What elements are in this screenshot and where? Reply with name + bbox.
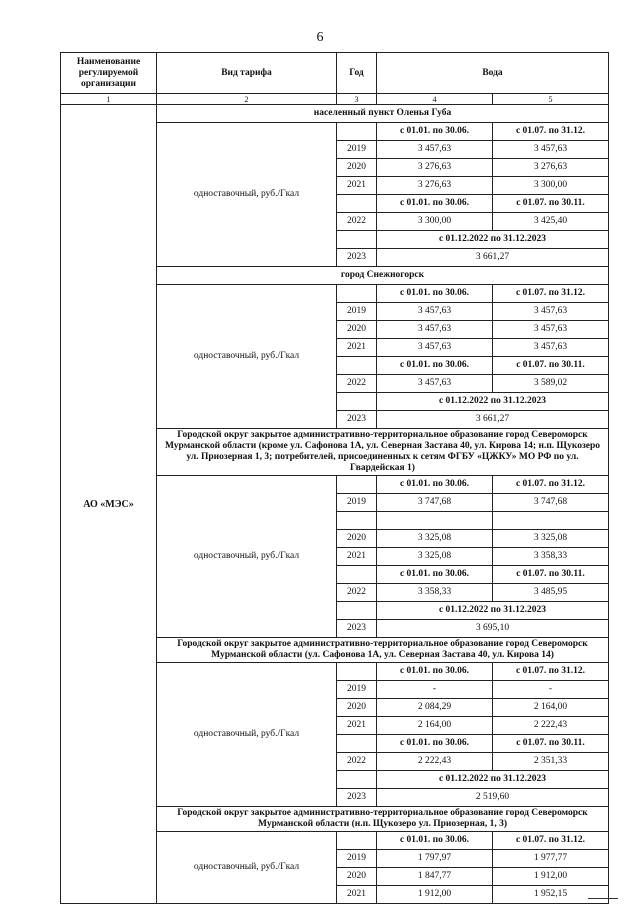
value-second-half: [493, 512, 609, 530]
value-first-half: 1 912,00: [377, 886, 493, 904]
tariff-type: одноставочный, руб./Гкал: [157, 476, 337, 638]
value-second-half: 3 425,40: [493, 213, 609, 231]
year-cell: 2020: [337, 530, 377, 548]
year-cell: 2022: [337, 753, 377, 771]
year-cell: 2023: [337, 789, 377, 807]
period-long: с 01.12.2022 по 31.12.2023: [377, 771, 609, 789]
year-cell: 2019: [337, 303, 377, 321]
value-second-half: 3 457,63: [493, 339, 609, 357]
year-cell: 2023: [337, 411, 377, 429]
value-second-half: 1 912,00: [493, 868, 609, 886]
value-second-half: 3 485,95: [493, 584, 609, 602]
value-second-half: 1 952,15: [493, 886, 609, 904]
value-first-half: 3 276,63: [377, 159, 493, 177]
period-second-half: с 01.07. по 31.12.: [493, 285, 609, 303]
period-first-half: с 01.01. по 30.06.: [377, 476, 493, 494]
col-number: 1: [61, 94, 157, 105]
value-first-half: 3 358,33: [377, 584, 493, 602]
value-second-half: 1 977,77: [493, 850, 609, 868]
value-full-period: 3 661,27: [377, 249, 609, 267]
period-second-half: с 01.07. по 31.12.: [493, 663, 609, 681]
value-first-half: 3 457,63: [377, 321, 493, 339]
section-title: Городской округ закрытое административно-территориальное образование город Североморск Мурманской области (кроме ул. Сафонова 1А, ул. Северная Застава 40, ул. Кирова 14; н.п. Щукозеро ул. Приозерная 1, 3; потребителей, присоединенных к сетям ФГБУ «ЦЖКУ» МО РФ по ул. Гвардейская 1): [157, 429, 609, 476]
value-second-half: 3 589,02: [493, 375, 609, 393]
year-cell: 2019: [337, 141, 377, 159]
value-first-half: 3 457,63: [377, 375, 493, 393]
tariff-type: одноставочный, руб./Гкал: [157, 285, 337, 429]
year-cell-empty: [337, 285, 377, 303]
col-number: 2: [157, 94, 337, 105]
period-first-half: с 01.01. по 30.06.: [377, 663, 493, 681]
year-cell: 2023: [337, 249, 377, 267]
year-cell-empty: [337, 663, 377, 681]
section-title-row: [61, 105, 609, 123]
year-cell-empty: [337, 566, 377, 584]
section-title: населенный пункт Оленья Губа: [157, 105, 609, 123]
year-cell: 2020: [337, 159, 377, 177]
value-first-half: 3 457,63: [377, 303, 493, 321]
value-full-period: 3 661,27: [377, 411, 609, 429]
value-second-half: 2 351,33: [493, 753, 609, 771]
period-second-half: с 01.07. по 30.11.: [493, 357, 609, 375]
value-first-half: 1 847,77: [377, 868, 493, 886]
period-long: с 01.12.2022 по 31.12.2023: [377, 231, 609, 249]
period-first-half: с 01.01. по 30.06.: [377, 285, 493, 303]
period-second-half: с 01.07. по 30.11.: [493, 735, 609, 753]
section-title: город Снежногорск: [157, 267, 609, 285]
column-number-row: [61, 94, 609, 105]
year-cell-empty: [337, 476, 377, 494]
tariff-type: одноставочный, руб./Гкал: [157, 123, 337, 267]
year-cell: 2022: [337, 213, 377, 231]
value-second-half: 3 457,63: [493, 141, 609, 159]
year-cell: 2021: [337, 339, 377, 357]
organization-cell: АО «МЭС»: [61, 105, 157, 904]
year-cell-empty: [337, 123, 377, 141]
year-cell: 2022: [337, 375, 377, 393]
year-cell: 2023: [337, 620, 377, 638]
year-cell: 2019: [337, 681, 377, 699]
period-second-half: с 01.07. по 31.12.: [493, 476, 609, 494]
period-first-half: с 01.01. по 30.06.: [377, 735, 493, 753]
year-cell: 2020: [337, 868, 377, 886]
value-full-period: 2 519,60: [377, 789, 609, 807]
tariff-table-body: [61, 53, 609, 904]
value-second-half: 3 457,63: [493, 321, 609, 339]
value-second-half: 3 276,63: [493, 159, 609, 177]
value-second-half: 3 358,33: [493, 548, 609, 566]
value-second-half: 2 222,43: [493, 717, 609, 735]
value-first-half: 3 747,68: [377, 494, 493, 512]
value-first-half: 3 325,08: [377, 530, 493, 548]
year-cell: 2021: [337, 886, 377, 904]
header-row: [61, 53, 609, 94]
header-year: Год: [337, 53, 377, 94]
page-number: 6: [316, 30, 324, 45]
header-tariff-type: Вид тарифа: [157, 53, 337, 94]
period-first-half: с 01.01. по 30.06.: [377, 832, 493, 850]
section-title: Городской округ закрытое административно-территориальное образование город Североморск Мурманской области (ул. Сафонова 1А, ул. Северная Застава 40, ул. Кирова 14): [157, 638, 609, 663]
period-second-half: с 01.07. по 31.12.: [493, 832, 609, 850]
period-long: с 01.12.2022 по 31.12.2023: [377, 393, 609, 411]
value-first-half: [377, 512, 493, 530]
period-second-half: с 01.07. по 31.12.: [493, 123, 609, 141]
year-cell-empty: [337, 393, 377, 411]
year-cell-empty: [337, 771, 377, 789]
year-cell: 2020: [337, 321, 377, 339]
header-water: Вода: [377, 53, 609, 94]
year-cell: 2019: [337, 494, 377, 512]
year-cell-empty: [337, 357, 377, 375]
value-first-half: 1 797,97: [377, 850, 493, 868]
value-first-half: -: [377, 681, 493, 699]
year-cell-empty: [337, 195, 377, 213]
value-second-half: 2 164,00: [493, 699, 609, 717]
section-title: Городской округ закрытое административно-территориальное образование город Североморск Мурманской области (н.п. Щукозеро ул. Приозерная, 1, 3): [157, 807, 609, 832]
year-cell: [337, 512, 377, 530]
year-cell-empty: [337, 832, 377, 850]
period-second-half: с 01.07. по 30.11.: [493, 566, 609, 584]
col-number: 5: [493, 94, 609, 105]
tariff-type: одноставочный, руб./Гкал: [157, 663, 337, 807]
period-first-half: с 01.01. по 30.06.: [377, 123, 493, 141]
value-first-half: 3 276,63: [377, 177, 493, 195]
year-cell: 2021: [337, 548, 377, 566]
value-second-half: -: [493, 681, 609, 699]
period-second-half: с 01.07. по 30.11.: [493, 195, 609, 213]
year-cell: 2020: [337, 699, 377, 717]
col-number: 3: [337, 94, 377, 105]
value-first-half: 3 300,00: [377, 213, 493, 231]
value-first-half: 2 084,29: [377, 699, 493, 717]
value-first-half: 3 457,63: [377, 339, 493, 357]
year-cell: 2021: [337, 177, 377, 195]
tariff-table: [60, 52, 609, 904]
year-cell: 2019: [337, 850, 377, 868]
year-cell-empty: [337, 735, 377, 753]
value-full-period: 3 695,10: [377, 620, 609, 638]
footer-line: [588, 898, 618, 899]
value-first-half: 3 325,08: [377, 548, 493, 566]
value-second-half: 3 300,00: [493, 177, 609, 195]
period-first-half: с 01.01. по 30.06.: [377, 357, 493, 375]
tariff-type: одноставочный, руб./Гкал: [157, 832, 337, 904]
year-cell: 2021: [337, 717, 377, 735]
header-organization: Наименование регулируемой организации: [61, 53, 157, 94]
value-first-half: 2 222,43: [377, 753, 493, 771]
value-first-half: 3 457,63: [377, 141, 493, 159]
col-number: 4: [377, 94, 493, 105]
period-first-half: с 01.01. по 30.06.: [377, 195, 493, 213]
value-second-half: 3 325,08: [493, 530, 609, 548]
year-cell-empty: [337, 231, 377, 249]
value-first-half: 2 164,00: [377, 717, 493, 735]
year-cell-empty: [337, 602, 377, 620]
period-long: с 01.12.2022 по 31.12.2023: [377, 602, 609, 620]
value-second-half: 3 747,68: [493, 494, 609, 512]
period-first-half: с 01.01. по 30.06.: [377, 566, 493, 584]
year-cell: 2022: [337, 584, 377, 602]
value-second-half: 3 457,63: [493, 303, 609, 321]
